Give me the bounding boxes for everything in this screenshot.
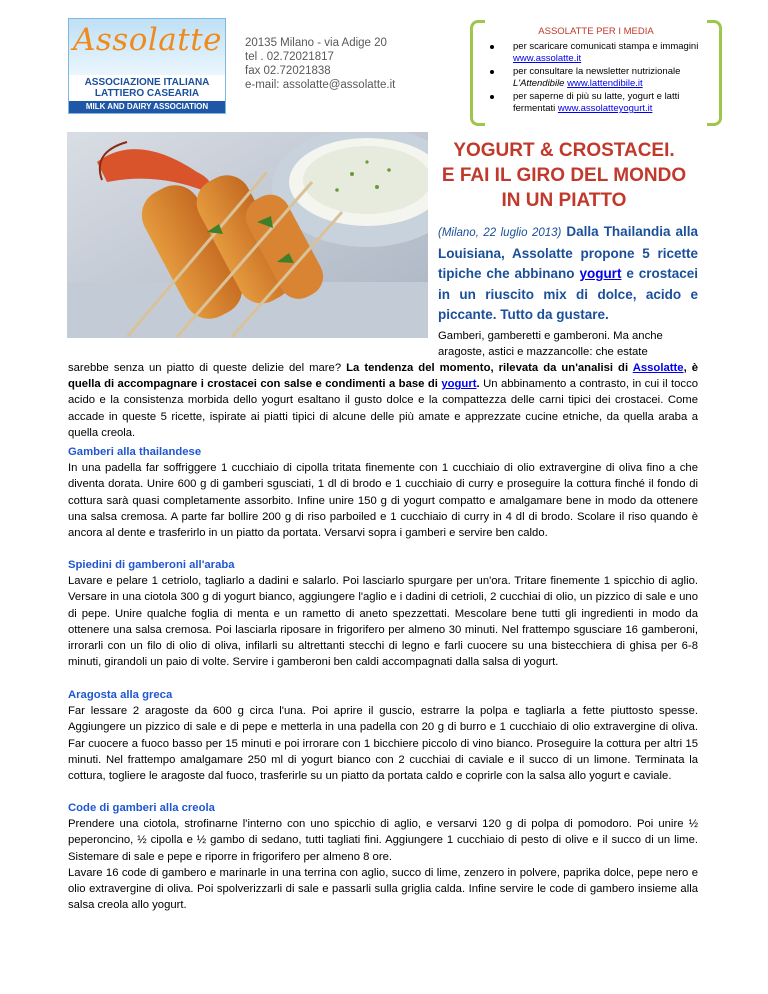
address-fax: fax 02.72021838 bbox=[245, 65, 331, 77]
recipe-greek bbox=[68, 687, 698, 784]
recipe-thai bbox=[68, 444, 698, 541]
lead-text: sarebbe senza un piatto di queste delizie del mare? bbox=[68, 362, 347, 374]
lead-bold-3: . bbox=[476, 378, 480, 391]
media-item-text: per scaricare comunicati stampa e immagini bbox=[513, 41, 699, 52]
lead-rest: Un abbinamento a contrasto, in cui il tocco acido e la consistenza morbida dello yogurt esaltano il gusto dolce e la compattezza delle carni tipici dei crostacei. Come accade in queste 5 ricette, ispirate ai piatti tipici di alcune delle più amate e apprezzate cucine etniche, da quella araba a quella creola. bbox=[68, 378, 699, 439]
lead-bold-2: , è quella di accompagnare i crostacei con salse e condimenti a base di bbox=[68, 362, 698, 391]
recipe-body: Prendere una ciotola, strofinarne l'interno con uno spicchio di aglio, e versarvi 120 g di polpa di pomodoro. Poi unire ½ peperoncino, ½ cipolla e ½ gambo di sedano, tutti tagliati fini. Aggiungere 1 cucchiaio di pesto di olive e il succo di un lime. Sistemare di sale e pepe e riporre in frigorifero per almeno 8 ore. bbox=[68, 818, 698, 863]
media-link-assolatte[interactable]: www.assolatte.it bbox=[513, 53, 582, 64]
headline-line-3: IN UN PIATTO bbox=[501, 190, 627, 211]
headline bbox=[432, 138, 696, 213]
media-list bbox=[486, 41, 708, 116]
assolatte-logo bbox=[68, 18, 226, 114]
intro-date: (Milano, 22 luglio 2013) bbox=[438, 227, 562, 239]
lead-assolatte-link[interactable]: Assolatte bbox=[632, 362, 684, 374]
headline-line-2: E FAI IL GIRO DEL MONDO bbox=[441, 165, 687, 186]
shrimp-skewers-photo bbox=[67, 132, 428, 338]
lead-paragraph bbox=[68, 360, 698, 441]
media-item bbox=[486, 66, 708, 90]
lead-line-1: Gamberi, gamberetti e gamberoni. Ma anche bbox=[438, 330, 663, 342]
address-street: 20135 Milano - via Adige 20 bbox=[245, 37, 387, 49]
lead-yogurt-link[interactable]: yogurt bbox=[441, 378, 477, 391]
intro-text-2: e crostacei in un riuscito mix di dolce, acido e piccante. Tutto da gustare. bbox=[438, 266, 699, 322]
recipe-body-2: Lavare 16 code di gambero e marinarle in una terrina con aglio, succo di lime, zenzero in polvere, paprika dolce, pepe nero e olio extravergine di oliva. Poi spolverizzarli di sale e passarli sulla griglia calda. Infine servire le code di gambero insieme alla salsa creola allo yogurt. bbox=[68, 866, 698, 912]
contact-address bbox=[245, 36, 395, 92]
media-bracket-right bbox=[707, 20, 722, 126]
intro-summary bbox=[438, 222, 698, 326]
address-tel: tel . 02.72021817 bbox=[245, 51, 334, 63]
recipe-body: Far lessare 2 aragoste da 600 g circa l'una. Poi aprire il guscio, estrarre la polpa e tagliarla a fette piuttosto spesse. Aggiungere un pizzico di sale e di pepe e metterla in una padella con 20 g di burro e 1 cucchiaio di olio extravergine di oliva. Far cuocere a fuoco basso per 15 minuti e poi irrorare con 1 bicchiere piccolo di vino bianco. Proseguire la cottura per altri 15 minuti. Nel frattempo amalgamare 250 ml di yogurt bianco con 2 cucchiai di caviale e il succo di un limone. Terminata la cottura, togliere le aragoste dal fuoco, trasferirle su un piatto da portata caldo e coprirle con la salsa allo yogurt e caviale. bbox=[68, 705, 698, 783]
logo-tagline: MILK AND DAIRY ASSOCIATION bbox=[69, 101, 225, 113]
address-email: e-mail: assolatte@assolatte.it bbox=[245, 79, 396, 91]
media-item bbox=[486, 41, 708, 65]
intro-text-1: Dalla Thailandia alla Louisiana, Assolatte propone 5 ricette tipiche che abbinano bbox=[438, 224, 698, 281]
headline-line-1: YOGURT & CROSTACEI. bbox=[453, 140, 675, 161]
recipe-title: Spiedini di gamberoni all'araba bbox=[68, 559, 235, 571]
media-item bbox=[486, 91, 708, 115]
media-link-lattendibile[interactable]: www.lattendibile.it bbox=[567, 78, 643, 89]
lead-bold-1: La tendenza del momento, rilevata da un'analisi di bbox=[346, 362, 633, 374]
recipe-body: In una padella far soffriggere 1 cucchiaio di cipolla tritata finemente con 1 cucchiaio di olio extravergine di oliva fino a che diventa dorata. Unire 600 g di gamberi sgusciati, 1 dl di brodo e 1 cucchiaio di curry e proseguire la cottura finché il fondo di cottura sarà quasi completamente assorbito. Infine unire 150 g di yogurt compatto e amalgamare bene in modo da ottenere una salsa cremosa. A parte far bollire 200 g di riso parboiled e 1 cucchiaio di curry in 4 dl di brodo. Scolare il riso quando è ancora al dente e trasferirlo in un piatto da portata. Versarvi sopra i gamberi e servire ben caldo. bbox=[68, 462, 698, 540]
lead-line-2: aragoste, astici e mazzancolle: che estate bbox=[438, 346, 648, 358]
recipe-body: Lavare e pelare 1 cetriolo, tagliarlo a dadini e salarlo. Poi lasciarlo spurgare per un'ora. Tritare finemente 1 spicchio di aglio. Versare in una ciotola 300 g di yogurt bianco, aggiungere l'aglio e i dadini di cetrioli, 2 cucchiai di olio, un pizzico di sale e uno di pepe. Unire qualche foglia di menta e un rametto di aneto spezzettati. Mescolare bene tutti gli ingredienti in modo da ottenere una salsa cremosa. Poi lasciarla riposare in frigorifero per almeno 30 minuti. Nel frattempo sgusciare 16 gamberoni, irrorarli con un filo di olio di oliva, infilarli su altrettanti stecchi di legno e farli cuocere su una bistecchiera di ghisa per 6-8 minuti, girandoli un paio di volte. Servire i gamberoni ben caldi accompagnati dalla salsa di yogurt. bbox=[68, 575, 698, 669]
recipe-creole bbox=[68, 800, 698, 913]
intro-yogurt-link[interactable]: yogurt bbox=[579, 266, 622, 281]
logo-name: Assolatte bbox=[73, 22, 223, 58]
logo-line-1: ASSOCIAZIONE ITALIANA bbox=[84, 77, 210, 88]
media-link-yogurt[interactable]: www.assolatteyogurt.it bbox=[557, 103, 653, 114]
media-box-title: ASSOLATTE PER I MEDIA bbox=[538, 26, 654, 37]
media-bracket-left bbox=[470, 20, 485, 126]
media-item-text: per consultare la newsletter nutrizionale bbox=[513, 66, 681, 77]
newsletter-name: L'Attendibile bbox=[513, 78, 565, 89]
recipe-title: Code di gamberi alla creola bbox=[68, 802, 215, 814]
logo-line-2: LATTIERO CASEARIA bbox=[94, 88, 200, 99]
recipe-title: Gamberi alla thailandese bbox=[68, 446, 202, 458]
media-item-text: per saperne di più su latte, yogurt e latti fermentati bbox=[513, 91, 680, 114]
recipe-arabic bbox=[68, 557, 698, 670]
recipe-title: Aragosta alla greca bbox=[68, 689, 173, 701]
